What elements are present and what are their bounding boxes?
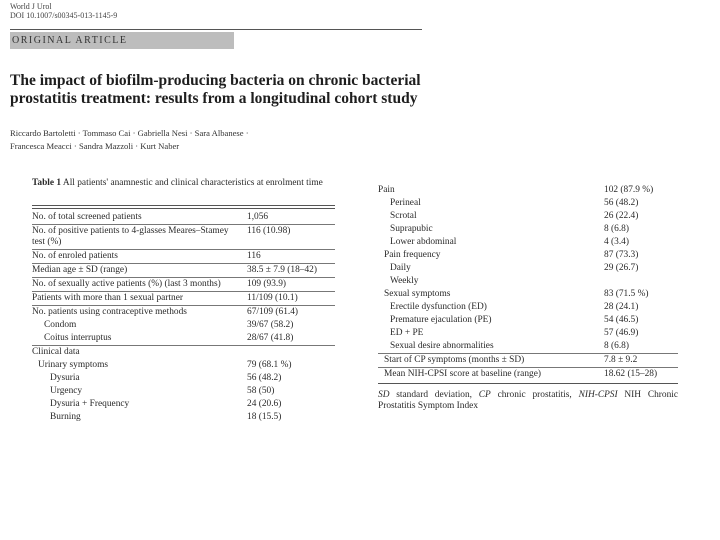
table-bottom-rule <box>378 383 678 384</box>
journal-name: World J Urol <box>10 2 52 11</box>
table-row <box>378 314 678 327</box>
footnote-sd-text: standard deviation, <box>396 390 473 401</box>
row-value: 8 (6.8) <box>604 224 629 234</box>
row-label: Perineal <box>390 198 421 208</box>
row-value: 87 (73.3) <box>604 250 639 260</box>
row-label: Suprapubic <box>390 224 433 234</box>
row-value: 116 <box>247 251 261 262</box>
row-label: Sexual desire abnormalities <box>390 341 494 351</box>
row-label: Median age ± SD (range) <box>32 265 128 276</box>
row-value: 8 (6.8) <box>604 341 629 351</box>
table-left-column <box>32 178 335 424</box>
table-row <box>378 223 678 236</box>
row-value: 102 (87.9 %) <box>604 185 654 195</box>
row-label: Premature ejaculation (PE) <box>390 315 492 325</box>
table-row <box>32 372 335 385</box>
table-row <box>32 319 335 332</box>
table-row <box>32 411 335 424</box>
doi: DOI 10.1007/s00345-013-1145-9 <box>10 11 118 20</box>
row-value: 116 (10.98) <box>247 226 291 237</box>
row-value: 54 (46.5) <box>604 315 639 325</box>
table-row <box>378 210 678 223</box>
row-value: 57 (46.9) <box>604 328 639 338</box>
table-footnote <box>378 390 678 412</box>
row-label: Urgency <box>50 386 83 397</box>
row-value: 11/109 (10.1) <box>247 293 298 304</box>
table-top-rule <box>32 205 335 206</box>
table-row <box>378 184 678 197</box>
table-row <box>32 306 335 319</box>
row-value: 56 (48.2) <box>604 198 639 208</box>
row-value: 79 (68.1 %) <box>247 360 292 371</box>
article-type-banner: ORIGINAL ARTICLE <box>10 32 234 49</box>
footnote-sd-abbr: SD <box>378 390 390 401</box>
row-value: 24 (20.6) <box>247 399 282 410</box>
row-label: Dysuria + Frequency <box>50 399 130 410</box>
row-label: Weekly <box>390 276 419 286</box>
row-label: Dysuria <box>50 373 80 384</box>
row-label: ED + PE <box>390 328 424 338</box>
table-caption-label: Table 1 <box>32 178 62 188</box>
table-row <box>32 278 335 292</box>
table-row <box>378 327 678 340</box>
row-label: No. of total screened patients <box>32 212 142 223</box>
row-label: Erectile dysfunction (ED) <box>390 302 487 312</box>
table-row <box>32 385 335 398</box>
table-row <box>378 301 678 314</box>
row-label: No. of sexually active patients (%) (last 3 months) <box>32 279 221 290</box>
article-title <box>10 72 440 108</box>
row-value: 109 (93.9) <box>247 279 287 290</box>
row-value: 28 (24.1) <box>604 302 639 312</box>
row-label: Urinary symptoms <box>38 360 109 371</box>
row-label: Clinical data <box>32 347 80 358</box>
row-label: Lower abdominal <box>390 237 457 247</box>
row-value: 56 (48.2) <box>247 373 282 384</box>
footnote-cp-abbr: CP <box>478 390 491 401</box>
table-row <box>32 264 335 278</box>
table-row <box>378 368 678 381</box>
table-row <box>32 211 335 225</box>
table-row <box>378 354 678 368</box>
row-value: 67/109 (61.4) <box>247 307 299 318</box>
header-rule <box>10 29 422 30</box>
row-value: 29 (26.7) <box>604 263 639 273</box>
row-value: 18.62 (15–28) <box>604 369 658 379</box>
table-row <box>378 236 678 249</box>
row-label: Sexual symptoms <box>384 289 451 299</box>
footnote-nih-text: NIH Chronic Prostatitis Symptom Index <box>378 390 679 412</box>
table-row <box>32 250 335 264</box>
row-label: Start of CP symptoms (months ± SD) <box>384 355 525 365</box>
table-row <box>378 249 678 262</box>
table-caption <box>32 178 335 202</box>
row-label: Scrotal <box>390 211 417 221</box>
footnote-nih-abbr: NIH-CPSI <box>578 390 618 401</box>
table-row <box>378 275 678 288</box>
table-row <box>32 359 335 372</box>
row-label: Pain frequency <box>384 250 441 260</box>
row-label: Patients with more than 1 sexual partner <box>32 293 184 304</box>
author-list <box>10 127 430 153</box>
row-value: 39/67 (58.2) <box>247 320 294 331</box>
authors-line-2: Francesca Meacci · Sandra Mazzoli · Kurt Naber <box>10 141 180 151</box>
journal-header <box>10 2 117 20</box>
row-value: 28/67 (41.8) <box>247 333 294 344</box>
title-line-1: The impact of biofilm-producing bacteria on chronic bacterial <box>10 72 421 89</box>
table-row <box>378 340 678 354</box>
row-value: 83 (71.5 %) <box>604 289 649 299</box>
table-right-column <box>378 184 678 412</box>
table-row <box>378 197 678 210</box>
table-header-rule <box>32 208 335 209</box>
row-value: 1,056 <box>247 212 269 223</box>
footnote-cp-text: chronic prostatitis, <box>497 390 572 401</box>
row-label: No. patients using contraceptive methods <box>32 307 187 318</box>
row-label: Daily <box>390 263 411 273</box>
table-row <box>32 292 335 306</box>
row-label: Condom <box>44 320 77 331</box>
title-line-2: prostatitis treatment: results from a longitudinal cohort study <box>10 90 418 107</box>
row-label: Burning <box>50 412 81 423</box>
table-row <box>32 332 335 346</box>
row-label: No. of positive patients to 4-glasses Meares–Stamey test (%) <box>32 226 229 248</box>
table-row <box>378 288 678 301</box>
table-row <box>32 398 335 411</box>
table-row <box>378 262 678 275</box>
row-label: Pain <box>378 185 395 195</box>
authors-line-1: Riccardo Bartoletti · Tommaso Cai · Gabriella Nesi · Sara Albanese · <box>10 128 249 138</box>
table-row <box>32 225 335 250</box>
row-value: 4 (3.4) <box>604 237 629 247</box>
row-label: Coitus interruptus <box>44 333 112 344</box>
table-caption-text: All patients' anamnestic and clinical characteristics at enrolment time <box>62 178 323 188</box>
row-label: Mean NIH-CPSI score at baseline (range) <box>384 369 541 379</box>
row-value: 58 (50) <box>247 386 275 397</box>
row-value: 18 (15.5) <box>247 412 282 423</box>
row-value: 38.5 ± 7.9 (18–42) <box>247 265 317 276</box>
row-value: 26 (22.4) <box>604 211 639 221</box>
table-row <box>32 346 335 359</box>
row-value: 7.8 ± 9.2 <box>604 355 638 365</box>
row-label: No. of enroled patients <box>32 251 118 262</box>
